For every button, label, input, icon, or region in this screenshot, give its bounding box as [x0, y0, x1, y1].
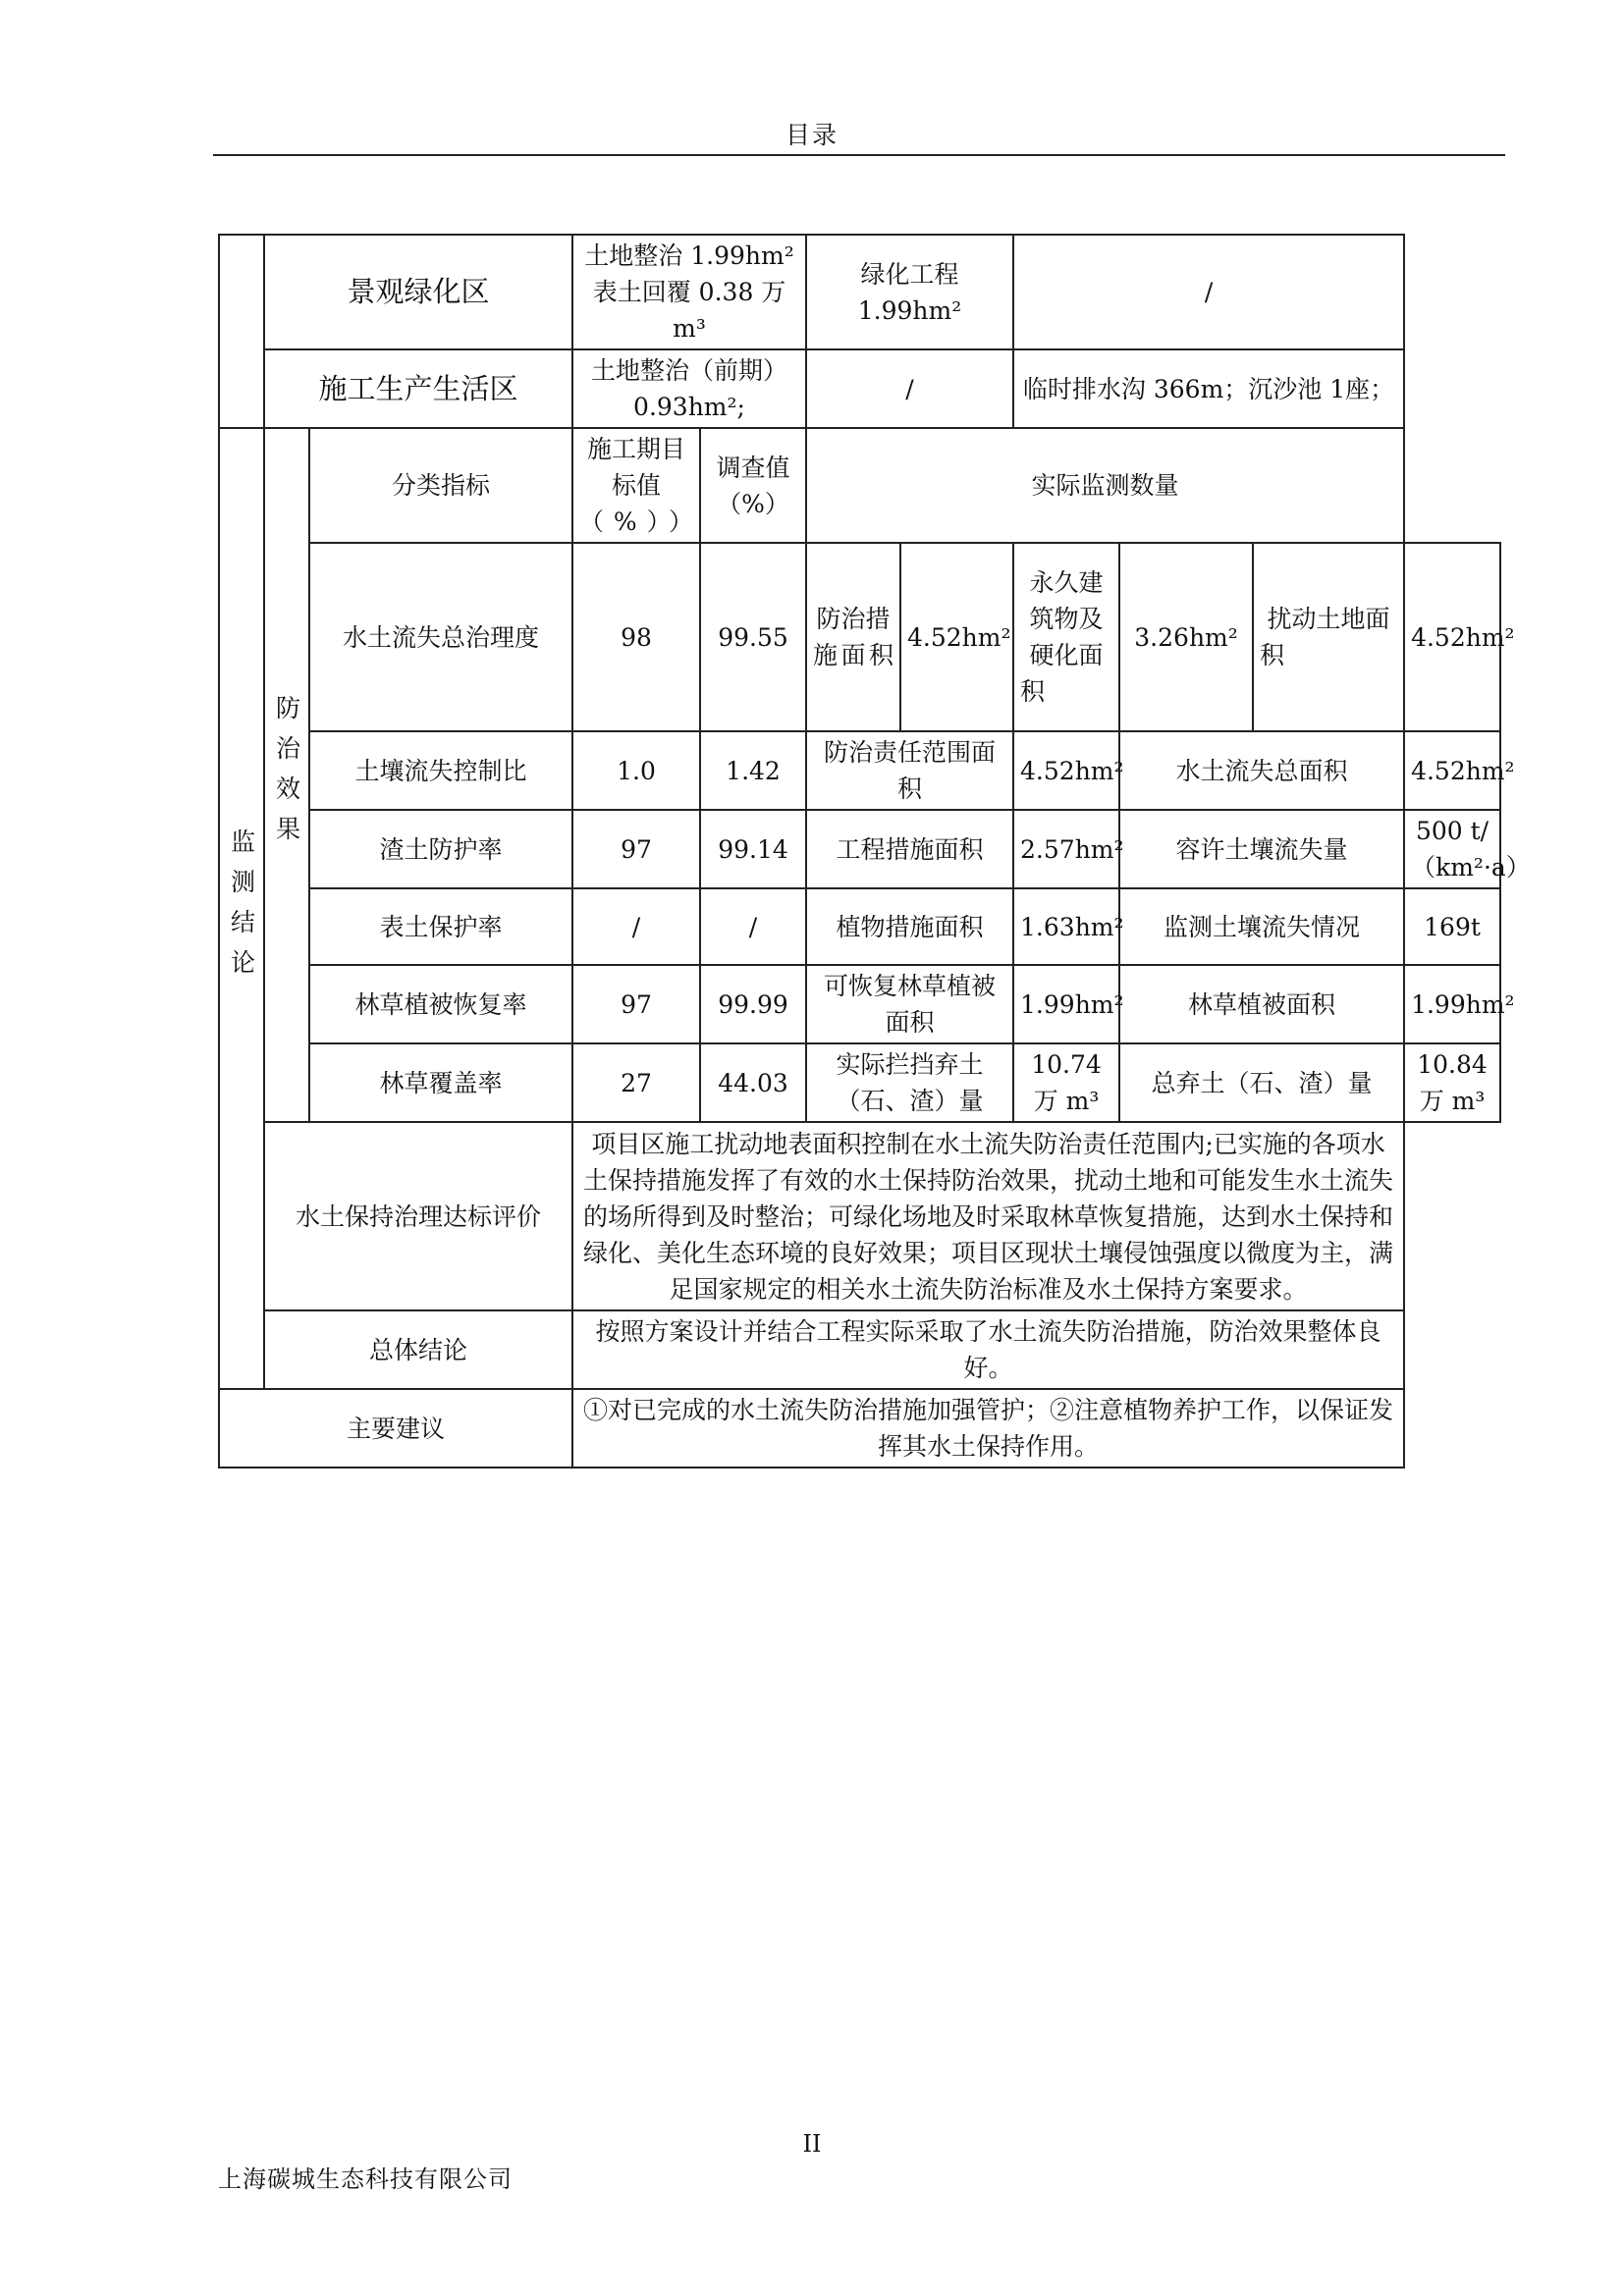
column-header: 调查值（%）: [700, 428, 806, 543]
target-value: 27: [572, 1043, 700, 1122]
evaluation-label: 水土保持治理达标评价: [264, 1122, 572, 1310]
zone-label: 施工生产生活区: [264, 349, 572, 428]
measure-value: 169t: [1404, 888, 1500, 965]
table-row: [219, 810, 1500, 888]
table-cell: /: [1013, 235, 1404, 349]
measure-label: 永久建筑物及硬化面积: [1013, 543, 1119, 731]
target-value: 97: [572, 965, 700, 1043]
table-row: [219, 1122, 1500, 1310]
measure-value: 4.52hm²: [1404, 543, 1500, 731]
target-value: 98: [572, 543, 700, 731]
measure-label: 实际拦挡弃土（石、渣）量: [806, 1043, 1013, 1122]
table-row: [219, 1310, 1500, 1389]
column-header: 施工期目标值（%））: [572, 428, 700, 543]
indicator-name: 水土流失总治理度: [309, 543, 572, 731]
table-row: [219, 428, 1500, 543]
zone-label: 景观绿化区: [264, 235, 572, 349]
measure-value: 2.57hm²: [1013, 810, 1119, 888]
target-value: 1.0: [572, 731, 700, 810]
column-header: 分类指标: [309, 428, 572, 543]
page-header-title: 目录: [785, 121, 839, 149]
measure-value: 3.26hm²: [1119, 543, 1253, 731]
company-name: 上海碳城生态科技有限公司: [218, 2165, 513, 2193]
target-value: 97: [572, 810, 700, 888]
indicator-name: 林草覆盖率: [309, 1043, 572, 1122]
measure-label: 防治责任范围面积: [806, 731, 1013, 810]
survey-value: 99.55: [700, 543, 806, 731]
measure-value: 1.99hm²: [1013, 965, 1119, 1043]
table-row: [219, 235, 1500, 349]
measure-label: 林草植被面积: [1119, 965, 1404, 1043]
continuation-cell: [219, 235, 264, 428]
indicator-name: 表土保护率: [309, 888, 572, 965]
table-row: [219, 965, 1500, 1043]
survey-value: /: [700, 888, 806, 965]
measure-label: 防治措施面积: [806, 543, 900, 731]
measure-label: 植物措施面积: [806, 888, 1013, 965]
indicator-name: 林草植被恢复率: [309, 965, 572, 1043]
survey-value: 44.03: [700, 1043, 806, 1122]
measure-label: 监测土壤流失情况: [1119, 888, 1404, 965]
table-cell: 土地整治 1.99hm² 表土回覆 0.38 万 m³: [572, 235, 806, 349]
measure-value: 500 t/（km²·a）: [1404, 810, 1500, 888]
survey-value: 99.14: [700, 810, 806, 888]
table-cell: 绿化工程 1.99hm²: [806, 235, 1013, 349]
measure-value: 10.74万 m³: [1013, 1043, 1119, 1122]
measure-value: 4.52hm²: [1013, 731, 1119, 810]
table-cell: /: [806, 349, 1013, 428]
suggestion-text: ①对已完成的水土流失防治措施加强管护；②注意植物养护工作，以保证发挥其水土保持作用。: [572, 1389, 1404, 1468]
suggestion-label: 主要建议: [219, 1389, 572, 1468]
page-number: II: [802, 2130, 822, 2158]
table-row: [219, 731, 1500, 810]
measure-label: 工程措施面积: [806, 810, 1013, 888]
measure-value: 10.84万 m³: [1404, 1043, 1500, 1122]
table-row: [219, 543, 1500, 731]
indicator-name: 渣土防护率: [309, 810, 572, 888]
column-header: 实际监测数量: [806, 428, 1404, 543]
target-value: /: [572, 888, 700, 965]
measure-value: 1.99hm²: [1404, 965, 1500, 1043]
header-rule: [213, 154, 1505, 156]
table-row: [219, 1043, 1500, 1122]
table-cell: 临时排水沟 366m；沉沙池 1座；: [1013, 349, 1404, 428]
measure-label: 总弃土（石、渣）量: [1119, 1043, 1404, 1122]
survey-value: 99.99: [700, 965, 806, 1043]
measure-label: 水土流失总面积: [1119, 731, 1404, 810]
indicator-name: 土壤流失控制比: [309, 731, 572, 810]
monitor-conclusion-label: 监测结论: [219, 428, 264, 1389]
measure-label: 扰动土地面积: [1253, 543, 1404, 731]
table-row: [219, 349, 1500, 428]
measure-value: 1.63hm²: [1013, 888, 1119, 965]
table-row: [219, 1389, 1500, 1468]
conclusion-label: 总体结论: [264, 1310, 572, 1389]
measure-label: 容许土壤流失量: [1119, 810, 1404, 888]
measure-value: 4.52hm²: [900, 543, 1013, 731]
table-row: [219, 888, 1500, 965]
conclusion-text: 按照方案设计并结合工程实际采取了水土流失防治措施，防治效果整体良好。: [572, 1310, 1404, 1389]
measure-label: 可恢复林草植被面积: [806, 965, 1013, 1043]
evaluation-text: 项目区施工扰动地表面积控制在水土流失防治责任范围内;已实施的各项水土保持措施发挥了有效的水土保持防治效果，扰动土地和可能发生水土流失的场所得到及时整治；可绿化场地及时采取林草恢复措施，达到水土保持和绿化、美化生态环境的良好效果；项目区现状土壤侵蚀强度以微度为主，满足国家规定的相关水土流失防治标准及水土保持方案要求。: [572, 1122, 1404, 1310]
prevention-effect-label: 防治效果: [264, 428, 309, 1122]
table-cell: 土地整治（前期）0.93hm²;: [572, 349, 806, 428]
survey-value: 1.42: [700, 731, 806, 810]
measure-value: 4.52hm²: [1404, 731, 1500, 810]
monitoring-summary-table: [218, 234, 1531, 1468]
